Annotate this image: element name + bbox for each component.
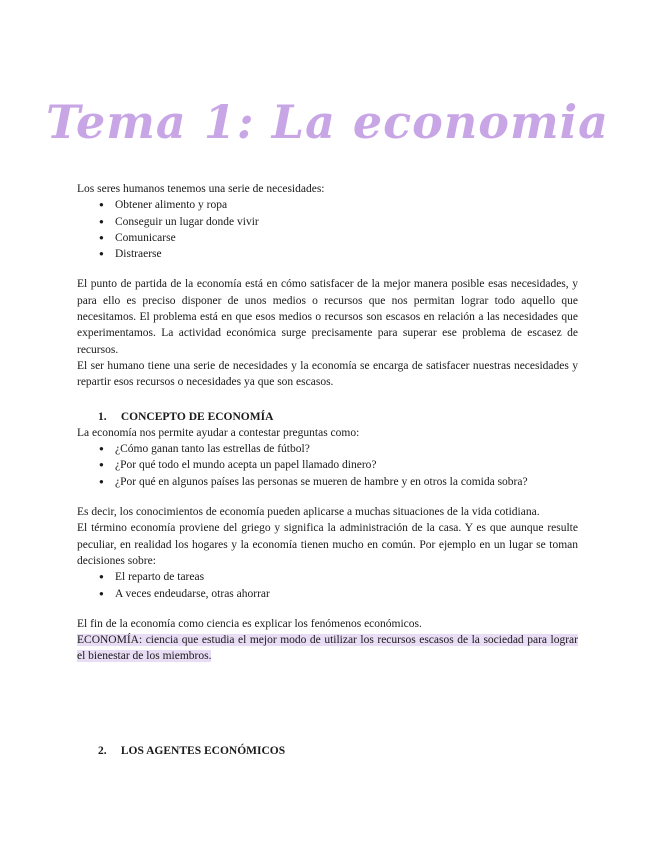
paragraph-human-needs: El ser humano tiene una serie de necesidades y la economía se encarga de satisfacer nuestras necesidades y repartir esos recursos o necesidades ya que son escasos. [77,359,578,389]
list-item: ● El reparto de tareas [77,569,578,585]
list-item: ● A veces endeudarse, otras ahorrar [77,586,578,602]
section-number: 1. [98,410,107,423]
paragraph-starting-point: El punto de partida de la economía está en cómo satisfacer de la mejor manera posible esas necesidades, y para ello es preciso disponer de unos medios o recursos que nos permitan lograr todo aquello que necesitamos. El problema está en que esos medios o recursos son escasos en relación a las necesidades que experimentamos. La actividad económica surge precisamente para superar ese problema de escasez de recursos. [77,278,578,356]
definition-highlight [77,632,578,665]
paragraph-apply: Es decir, los conocimientos de economía pueden aplicarse a muchas situaciones de la vida cotidiana. [77,506,540,519]
list-item: ● ¿Cómo ganan tanto las estrellas de fútbol? [77,441,578,457]
section-heading-concept [77,409,578,425]
list-item: ● ¿Por qué todo el mundo acepta un papel llamado dinero? [77,457,578,473]
list-item: ● Comunicarse [77,230,578,246]
list-item: ● ¿Por qué en algunos países las personas se mueren de hambre y en otros la comida sobra? [77,474,578,490]
page-title: Tema 1: La economia [46,95,609,149]
questions-list [77,441,578,490]
questions-intro: La economía nos permite ayudar a contestar preguntas como: [77,426,360,439]
section-title: CONCEPTO DE ECONOMÍA [120,410,274,423]
section-title: LOS AGENTES ECONÓMICOS [120,745,286,757]
paragraph-term: El término economía proviene del griego y significa la administración de la casa. Y es que aunque resulte peculiar, en realidad los hogares y la economía tienen mucho en común. Por ejemplo en un lugar se toman decisiones sobre: [77,522,578,567]
document-body [77,181,578,665]
section-heading-agents [98,743,285,759]
list-item: ● Obtener alimento y ropa [77,197,578,213]
list-item: ● Distraerse [77,246,578,262]
needs-list [77,197,578,262]
list-item: ● Conseguir un lugar donde vivir [77,214,578,230]
section-number: 2. [98,745,107,757]
intro-text: Los seres humanos tenemos una serie de necesidades: [77,183,325,195]
decisions-list [77,569,578,602]
paragraph-goal: El fin de la economía como ciencia es explicar los fenómenos económicos. [77,617,422,630]
definition-text: ECONOMÍA: ciencia que estudia el mejor modo de utilizar los recursos escasos de la sociedad para lograr el bienestar de los miembros. [77,634,578,663]
